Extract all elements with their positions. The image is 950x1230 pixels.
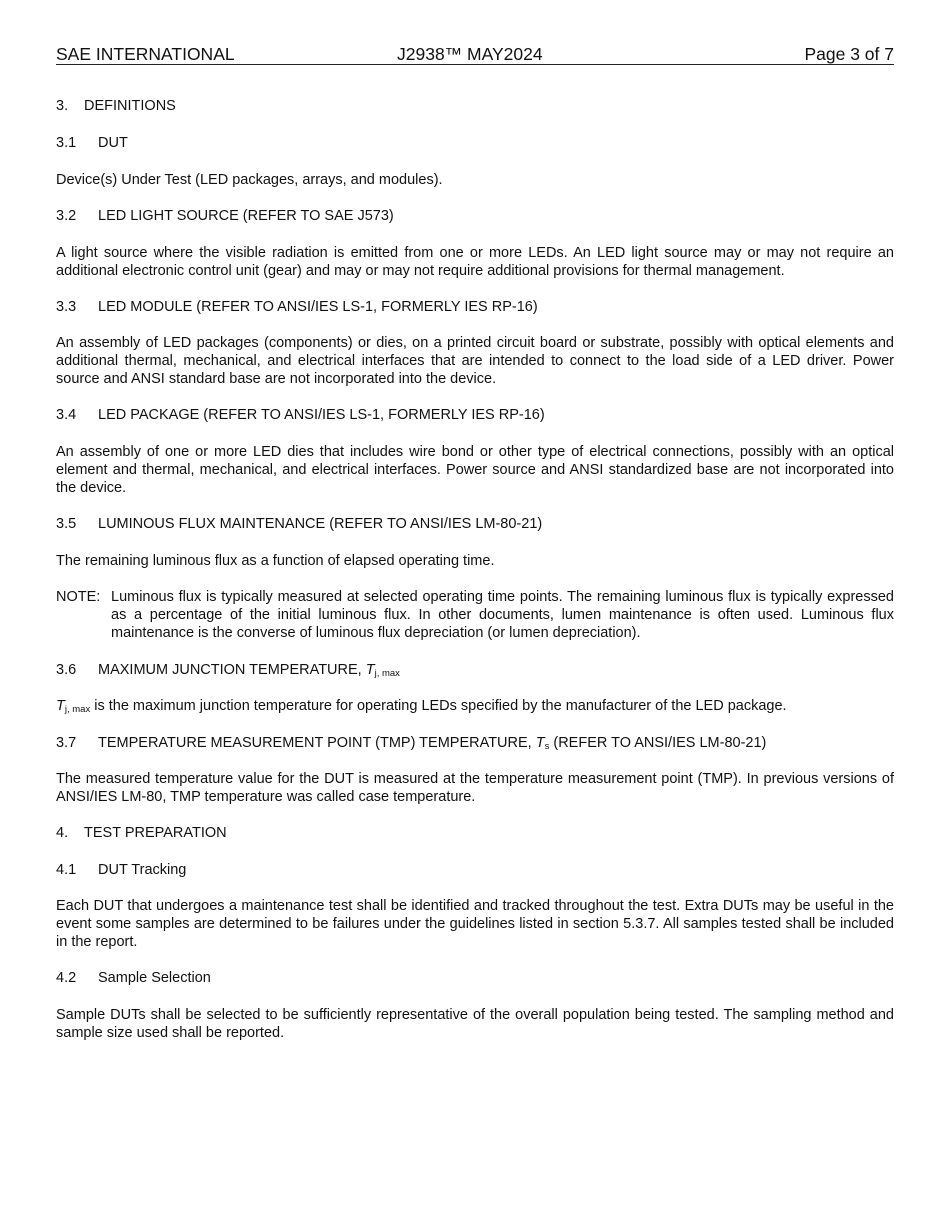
section-title: TEMPERATURE MEASUREMENT POINT (TMP) TEMPERATURE,: [98, 735, 532, 751]
section-3-5-text: The remaining luminous flux as a function of elapsed operating time.: [56, 553, 495, 569]
section-number: 4.1: [56, 862, 77, 878]
section-number: 3.1: [56, 135, 77, 151]
section-3-5-heading: [56, 515, 894, 533]
section-3-3-heading: [56, 298, 894, 316]
page-header: [56, 44, 894, 65]
section-title: LED MODULE (REFER TO ANSI/IES LS-1, FORMERLY IES RP-16): [98, 299, 538, 315]
section-number: 3.5: [56, 516, 77, 532]
section-4-2-heading: [56, 969, 894, 987]
symbol-subscript: j, max: [64, 704, 91, 715]
section-title: DUT Tracking: [98, 862, 187, 878]
section-3-1-text: Device(s) Under Test (LED packages, arrays, and modules).: [56, 172, 443, 188]
header-doc-id: J2938™ MAY2024: [397, 44, 543, 64]
section-number: 4.: [56, 825, 69, 841]
section-4-1-text: Each DUT that undergoes a maintenance test shall be identified and tracked throughout the test. Extra DUTs may be useful in the event some samples are determined to be failures under the guidelines listed in section 5.3.7. All samples tested shall be included in the report.: [56, 898, 894, 950]
section-3-6-body: is the maximum junction temperature for operating LEDs specified by the manufacturer of the LED package.: [90, 698, 787, 714]
section-3-6-heading: [56, 661, 894, 683]
section-number: 3.6: [56, 662, 77, 678]
symbol-subscript: s: [544, 741, 550, 752]
section-4-heading: [56, 824, 894, 842]
section-title: DEFINITIONS: [84, 98, 176, 114]
section-title: LED LIGHT SOURCE (REFER TO SAE J573): [98, 208, 394, 224]
section-title: Sample Selection: [98, 970, 211, 986]
section-number: 4.2: [56, 970, 77, 986]
section-number: 3.: [56, 98, 69, 114]
section-3-2-heading: [56, 207, 894, 225]
section-3-1-heading: [56, 134, 894, 152]
symbol-t: T: [56, 698, 65, 714]
symbol-subscript: j, max: [374, 668, 400, 679]
section-title: LUMINOUS FLUX MAINTENANCE (REFER TO ANSI/IES LM-80-21): [98, 516, 543, 532]
note-text: Luminous flux is typically measured at selected operating time points. The remaining luminous flux is typically expressed as a percentage of the initial luminous flux. In other documents, lumen maintenance is often used. Luminous flux maintenance is the converse of luminous flux depreciation (or lumen depreciation).: [111, 589, 894, 641]
section-3-6-text: [56, 697, 894, 719]
section-title: DUT: [98, 135, 128, 151]
header-page-number: Page 3 of 7: [804, 44, 894, 64]
section-number: 3.3: [56, 299, 77, 315]
section-3-7-heading: [56, 734, 894, 756]
section-4-2-text: Sample DUTs shall be selected to be sufficiently representative of the overall population being tested. The sampling method and sample size used shall be reported.: [56, 1007, 894, 1041]
section-title-tail: (REFER TO ANSI/IES LM-80-21): [549, 735, 767, 751]
section-3-4-heading: [56, 406, 894, 424]
note-label: NOTE:: [56, 589, 101, 605]
section-number: 3.4: [56, 407, 77, 423]
section-number: 3.7: [56, 735, 77, 751]
section-3-3-text: An assembly of LED packages (components) or dies, on a printed circuit board or substrate, possibly with optical elements and additional thermal, mechanical, and electrical interfaces that are intended to connect to the load side of a LED driver. Power source and ANSI standard base are not incorporated into the device.: [56, 335, 894, 387]
section-3-heading: [56, 97, 894, 115]
header-org: SAE INTERNATIONAL: [56, 44, 235, 64]
section-3-5-note: [56, 588, 894, 642]
section-title: LED PACKAGE (REFER TO ANSI/IES LS-1, FORMERLY IES RP-16): [98, 407, 545, 423]
symbol-t: T: [535, 735, 545, 751]
section-title: TEST PREPARATION: [84, 825, 227, 841]
section-4-1-heading: [56, 861, 894, 879]
section-3-2-text: A light source where the visible radiation is emitted from one or more LEDs. An LED light source may or may not require an additional electronic control unit (gear) and may or may not require additional provisions for thermal management.: [56, 245, 894, 279]
section-3-7-text: The measured temperature value for the DUT is measured at the temperature measurement point (TMP). In previous versions of ANSI/IES LM-80, TMP temperature was called case temperature.: [56, 771, 894, 805]
section-title: MAXIMUM JUNCTION TEMPERATURE,: [98, 662, 362, 678]
symbol-t: T: [365, 662, 375, 678]
section-number: 3.2: [56, 208, 77, 224]
section-3-4-text: An assembly of one or more LED dies that includes wire bond or other type of electrical connections, possibly with an optical element and thermal, mechanical, and electrical interfaces. Power source and ANSI standardized base are not incorporated into the device.: [56, 444, 894, 496]
